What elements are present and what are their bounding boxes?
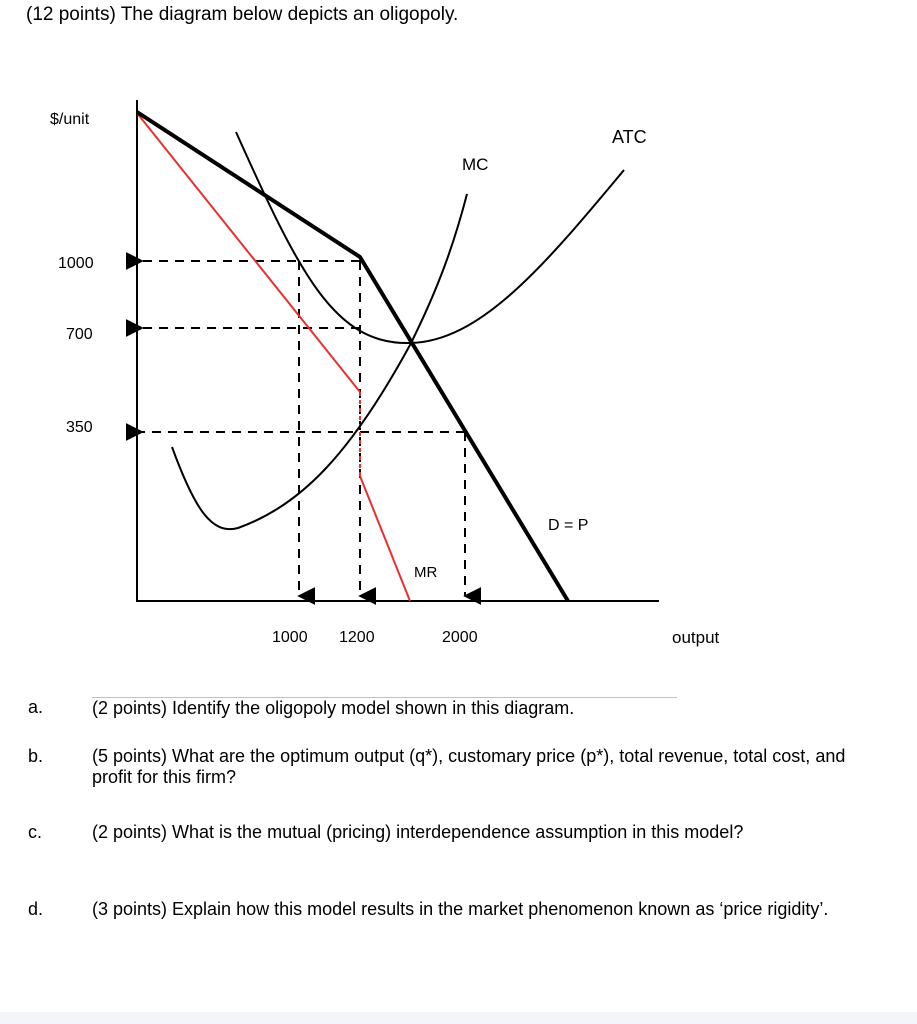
- question-b-text: (5 points) What are the optimum output (q*), customary price (p*), total revenue, total cost, and profit for this firm?: [92, 746, 846, 787]
- mr-lower-segment: [360, 476, 410, 601]
- x-tick-2000: 2000: [442, 629, 478, 646]
- question-d-text: (3 points) Explain how this model results in the market phenomenon known as ‘price rigidity’.: [92, 899, 829, 919]
- question-a: [28, 697, 888, 721]
- question-c-letter: c.: [28, 822, 43, 842]
- question-b: [28, 746, 888, 792]
- question-b-letter: b.: [28, 746, 44, 766]
- x-tick-1000: 1000: [272, 629, 308, 646]
- question-c: [28, 822, 888, 868]
- x-tick-1200: 1200: [339, 629, 375, 646]
- y-tick-700: 700: [66, 326, 93, 343]
- bottom-band: [0, 1012, 917, 1024]
- y-tick-350: 350: [66, 419, 93, 436]
- mr-label: MR: [414, 564, 438, 581]
- atc-label: ATC: [612, 127, 647, 147]
- y-axis-label: $/unit: [50, 111, 90, 128]
- question-d-letter: d.: [28, 899, 44, 919]
- atc-curve: [236, 132, 624, 343]
- kinked-demand-curve: [137, 112, 568, 601]
- mr-upper-segment: [137, 113, 360, 392]
- mc-label: MC: [462, 155, 489, 174]
- question-d: [28, 899, 888, 945]
- demand-label: D = P: [548, 517, 589, 534]
- question-c-text: (2 points) What is the mutual (pricing) interdependence assumption in this model?: [92, 822, 744, 842]
- question-a-letter: a.: [28, 697, 44, 717]
- y-tick-1000: 1000: [58, 255, 94, 272]
- question-title: (12 points) The diagram below depicts an oligopoly.: [26, 4, 459, 25]
- question-a-text: (2 points) Identify the oligopoly model shown in this diagram.: [92, 697, 677, 719]
- x-axis-label: output: [672, 628, 720, 647]
